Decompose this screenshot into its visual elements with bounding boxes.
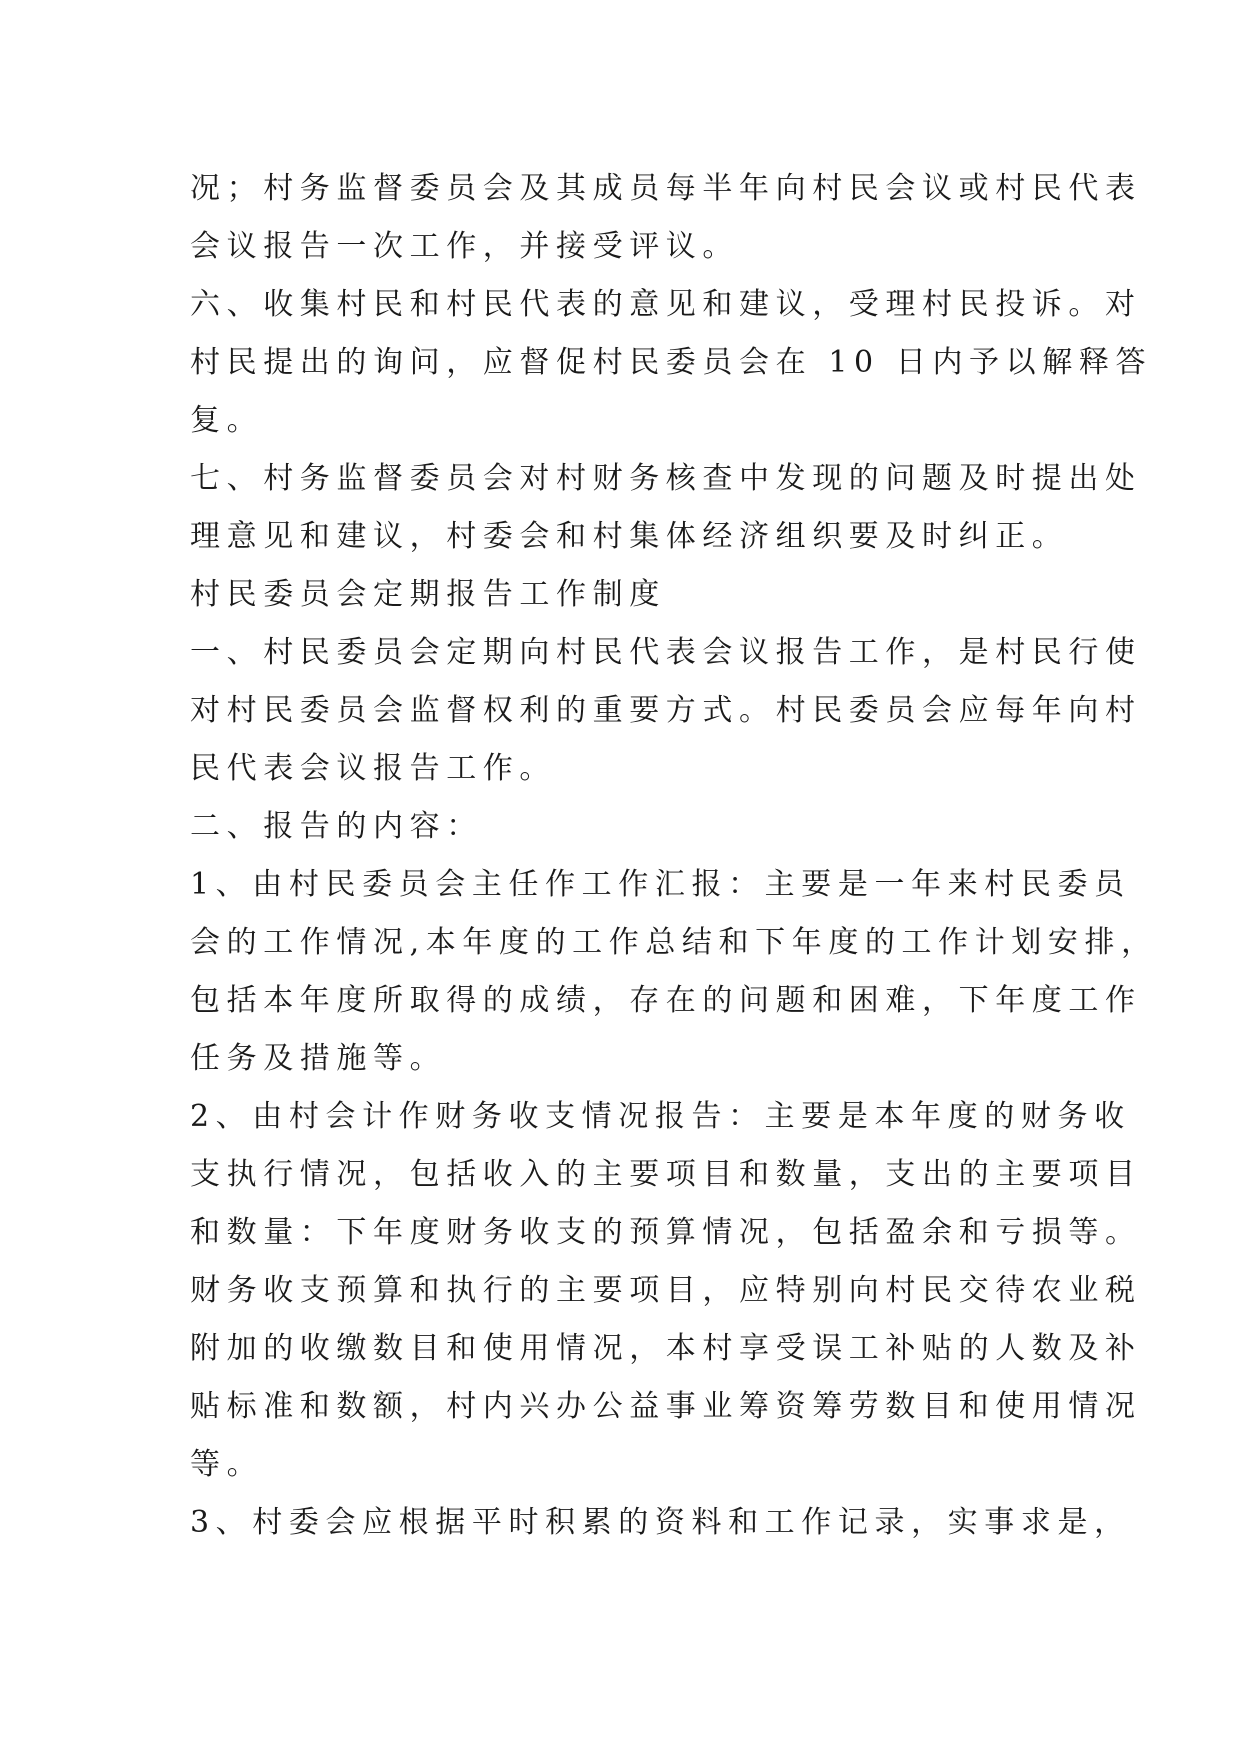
text-line: 六、收集村民和村民代表的意见和建议，受理村民投诉。对 [190, 287, 1142, 322]
text-line: 等。 [190, 1447, 264, 1482]
text-line: 任务及措施等。 [190, 1041, 447, 1076]
text-line: 2、由村会计作财务收支情况报告：主要是本年度的财务收 [190, 1099, 1131, 1134]
text-line: 一、村民委员会定期向村民代表会议报告工作，是村民行使 [190, 635, 1142, 670]
text-line: 况；村务监督委员会及其成员每半年向村民会议或村民代表 [190, 171, 1142, 206]
text-line: 复。 [190, 403, 264, 438]
text-line: 会的工作情况,本年度的工作总结和下年度的工作计划安排， [190, 925, 1158, 960]
text-line: 支执行情况，包括收入的主要项目和数量，支出的主要项目 [190, 1157, 1142, 1192]
text-line: 会议报告一次工作，并接受评议。 [190, 229, 739, 264]
text-line: 二、报告的内容： [190, 809, 483, 844]
text-line: 民代表会议报告工作。 [190, 751, 556, 786]
text-line: 1、由村民委员会主任作工作汇报：主要是一年来村民委员 [190, 867, 1131, 902]
text-line: 贴标准和数额，村内兴办公益事业筹资筹劳数目和使用情况 [190, 1389, 1142, 1424]
text-line: 3、村委会应根据平时积累的资料和工作记录，实事求是， [190, 1505, 1131, 1540]
text-line: 财务收支预算和执行的主要项目，应特别向村民交待农业税 [190, 1273, 1142, 1308]
text-line: 七、村务监督委员会对村财务核查中发现的问题及时提出处 [190, 461, 1142, 496]
text-line: 理意见和建议，村委会和村集体经济组织要及时纠正。 [190, 519, 1069, 554]
text-line: 和数量：下年度财务收支的预算情况，包括盈余和亏损等。 [190, 1215, 1142, 1250]
section-heading: 村民委员会定期报告工作制度 [190, 577, 666, 612]
document-body [190, 160, 1158, 1552]
text-line: 村民提出的询问，应督促村民委员会在 10 日内予以解释答 [190, 345, 1153, 380]
text-line: 附加的收缴数目和使用情况，本村享受误工补贴的人数及补 [190, 1331, 1142, 1366]
text-line: 包括本年度所取得的成绩，存在的问题和困难，下年度工作 [190, 983, 1142, 1018]
text-line: 对村民委员会监督权利的重要方式。村民委员会应每年向村 [190, 693, 1142, 728]
